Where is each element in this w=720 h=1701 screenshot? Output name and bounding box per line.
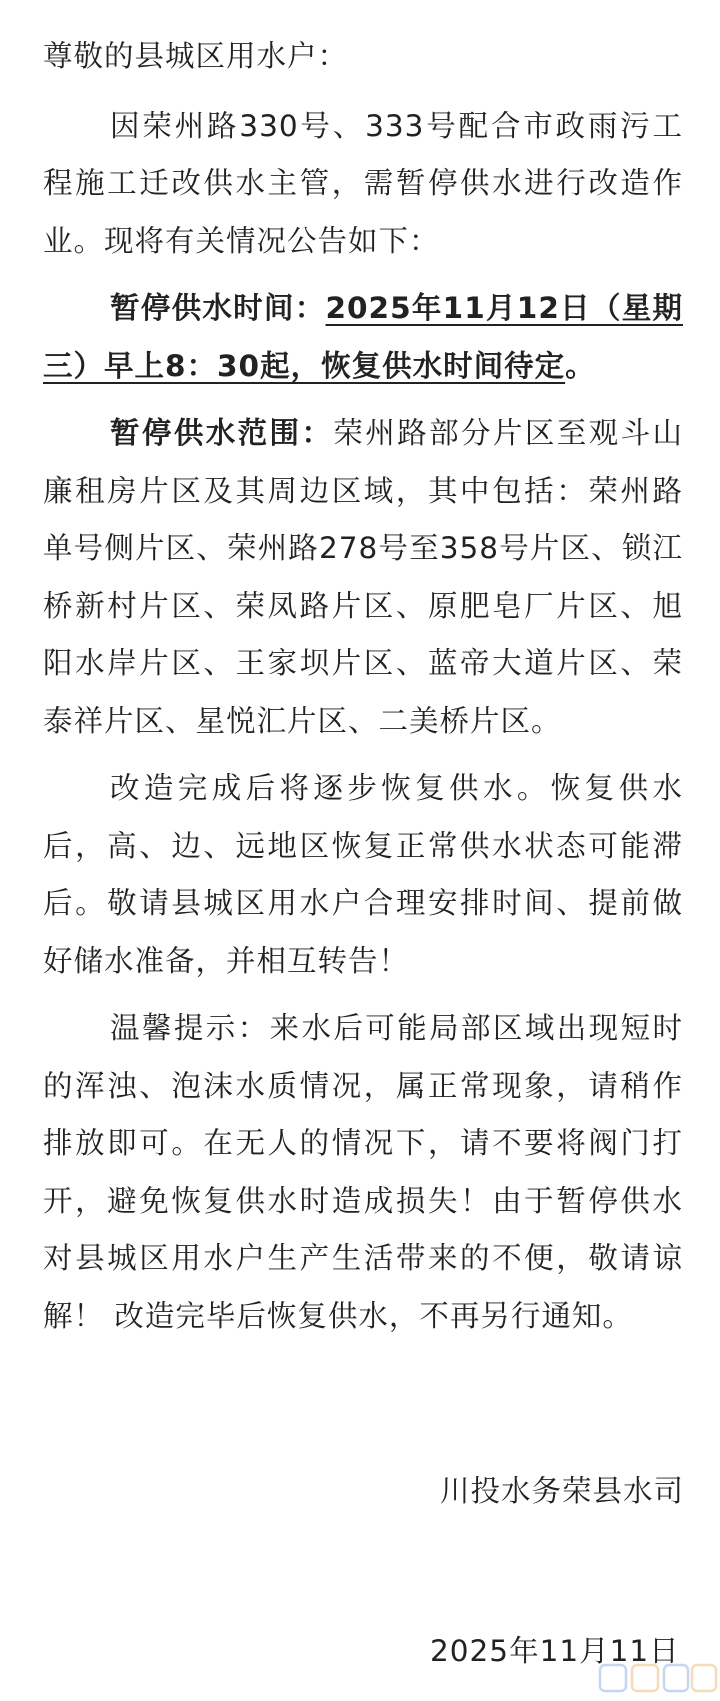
notice-body <box>43 28 683 1345</box>
signature: 川投水务荣县水司 <box>439 1474 684 1508</box>
suspension-scope-paragraph <box>43 405 683 750</box>
suspension-time-end: 。 <box>565 348 596 383</box>
notice-date: 2025年11月11日 <box>430 1634 680 1668</box>
suspension-scope-value: 荣州路部分片区至观斗山廉租房片区及其周边区域，其中包括：荣州路单号侧片区、荣州路278号至358号片区、锁江桥新村片区、荣凤路片区、原肥皂厂片区、旭阳水岸片区、王家坝片区、蓝帝大道片区、荣泰祥片区、星悦汇片区、二美桥片区。 <box>43 416 683 738</box>
tips-paragraph: 温馨提示：来水后可能局部区域出现短时的浑浊、泡沫水质情况，属正常现象，请稍作排放即可。在无人的情况下，请不要将阀门打开，避免恢复供水时造成损失！由于暂停供水对县城区用水户生产生活带来的不便，敬请谅解！ 改造完毕后恢复供水，不再另行通知。 <box>43 1011 683 1333</box>
suspension-time-label: 暂停供水时间： <box>110 291 326 325</box>
intro-paragraph: 因荣州路330号、333号配合市政雨污工程施工迁改供水主管，需暂停供水进行改造作业。现将有关情况公告如下： <box>43 108 683 258</box>
suspension-time-value: 2025年11月12日（星期三）早上8：30起，恢复供水时间待定 <box>43 291 683 383</box>
watermark-logo <box>598 1657 718 1699</box>
salutation: 尊敬的县城区用水户： <box>43 39 349 73</box>
restore-paragraph: 改造完成后将逐步恢复供水。恢复供水后，高、边、远地区恢复正常供水状态可能滞后。敬请县城区用水户合理安排时间、提前做好储水准备，并相互转告！ <box>43 771 683 978</box>
suspension-scope-label: 暂停供水范围： <box>110 416 334 450</box>
suspension-time-paragraph <box>43 280 683 395</box>
